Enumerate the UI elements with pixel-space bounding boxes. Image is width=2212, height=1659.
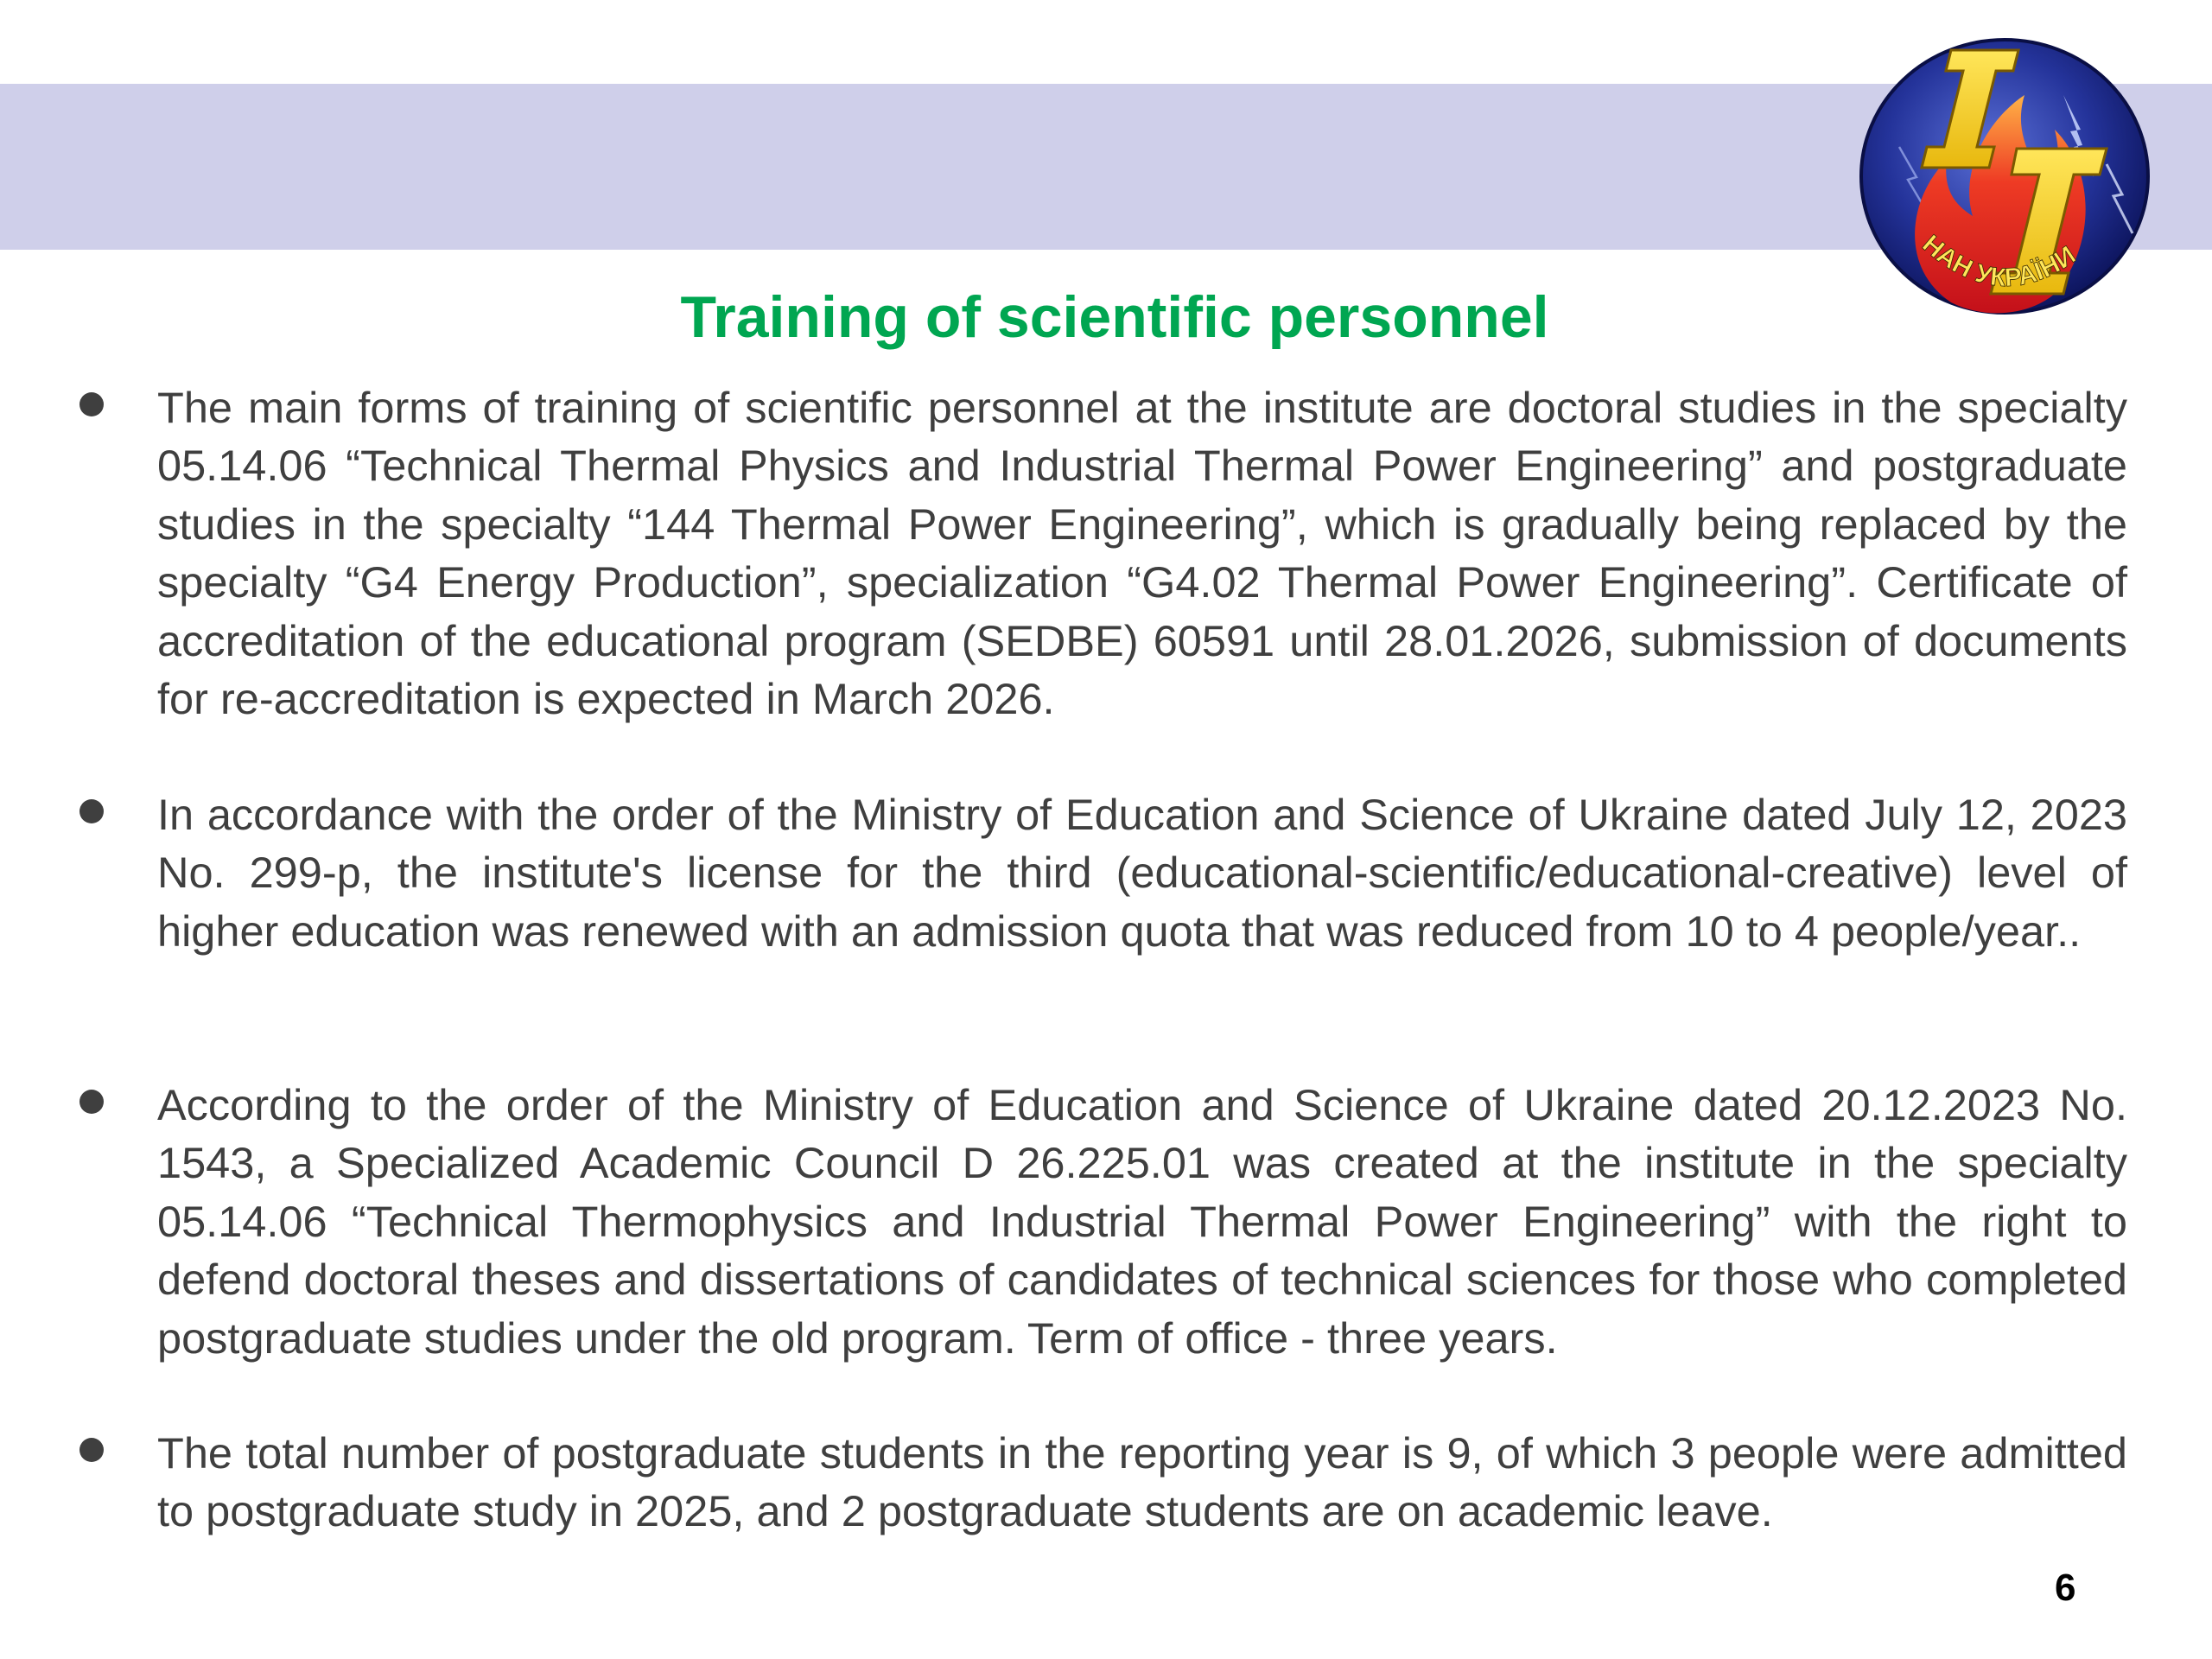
logo-ring-text: НАН УКРАЇНИ xyxy=(1916,229,2082,293)
bullet-dot-icon xyxy=(79,1438,104,1462)
bullet-text: According to the order of the Ministry of Education and Science of Ukraine dated 20.12.2023 No. 1543, a Specialized Academic Council D 26.225.01 was created at the institute in the specialty 05.14.06 “Technical Thermophysics and Industrial Thermal Power Engineering” with the right to defend doctoral theses and dissertations of candidates of technical sciences for those who completed postgraduate studies under the old program. Term of office - three years. xyxy=(157,1080,2127,1363)
page-number: 6 xyxy=(2055,1567,2076,1609)
bullet-dot-icon xyxy=(79,799,104,823)
bullet-text: The main forms of training of scientific personnel at the institute are doctoral studies in the specialty 05.14.06 “Technical Thermal Physics and Industrial Thermal Power Engineering” and postgraduate studies in the specialty “144 Thermal Power Engineering”, which is gradually being replaced by the specialty “G4 Energy Production”, specialization “G4.02 Thermal Power Engineering”. Certificate of accreditation of the educational program (SEDBE) 60591 until 28.01.2026, submission of documents for re-accreditation is expected in March 2026. xyxy=(157,383,2127,724)
slide-title: Training of scientific personnel xyxy=(680,284,1549,350)
bullet-text: The total number of postgraduate students in the reporting year is 9, of which 3 people were admitted to postgraduate study in 2025, and 2 postgraduate students are on academic leave. xyxy=(157,1428,2127,1536)
bullet-text: In accordance with the order of the Ministry of Education and Science of Ukraine dated July 12, 2023 No. 299-p, the institute's license for the third (educational-scientific/educational-creative) level of higher education was renewed with an admission quota that was reduced from 10 to 4 people/year.. xyxy=(157,790,2127,956)
bullet-dot-icon xyxy=(79,392,104,416)
bullet-dot-icon xyxy=(79,1090,104,1114)
